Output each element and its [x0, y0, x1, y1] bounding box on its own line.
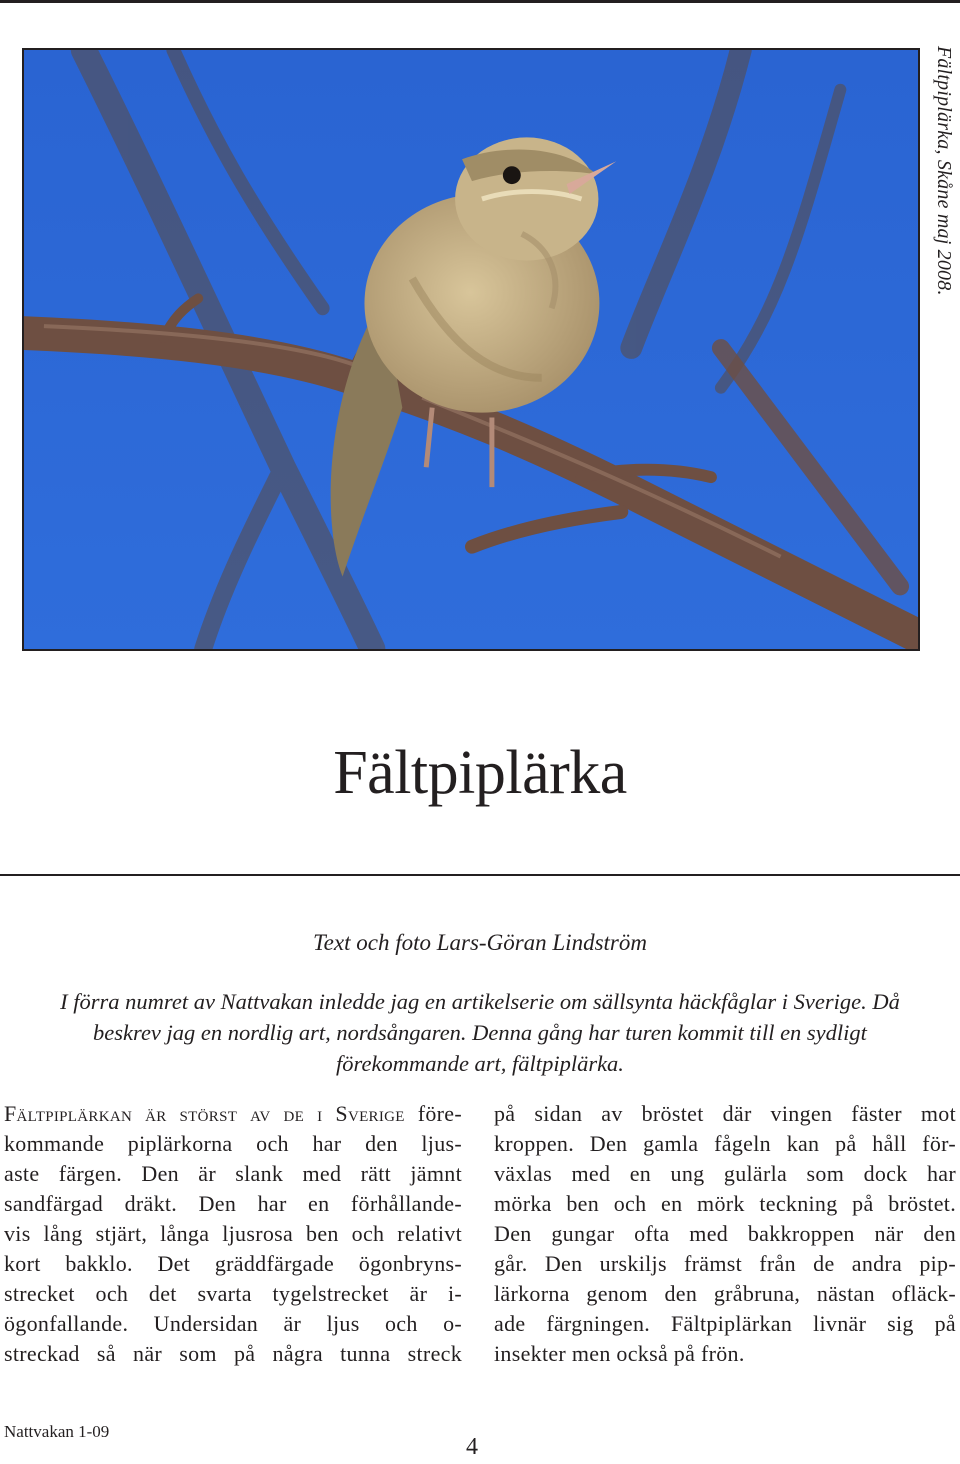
body-line: insekter men också på frön. [494, 1341, 745, 1366]
lead-in: Fältpiplärkan är störst av de i Sverige [4, 1101, 405, 1126]
body-line: på sidan av bröstet där vingen fäster mot [494, 1101, 956, 1126]
photo-caption [928, 46, 960, 346]
body-line: kroppen. Den gamla fågeln kan på håll för- [494, 1131, 956, 1156]
body-column-left [4, 1099, 462, 1369]
byline: Text och foto Lars-Göran Lindström [313, 930, 647, 955]
body-line: strecket och det svarta tygelstrecket är i- [4, 1281, 462, 1306]
body-line: går. Den urskiljs främst från de andra pip- [494, 1251, 956, 1276]
body-line: Den gungar ofta med bakkroppen när den [494, 1221, 956, 1246]
intro-line: beskrev jag en nordlig art, nordsångaren. Denna gång har turen kommit till en sydligt [93, 1020, 867, 1045]
bird-photo [22, 48, 920, 651]
body-line: kort bakklo. Det gräddfärgade ögonbryns- [4, 1251, 462, 1276]
intro-line: förekommande art, fältpiplärka. [336, 1051, 624, 1076]
photo-caption-text: Fältpiplärka, Skåne maj 2008. [933, 46, 955, 296]
body-line: sandfärgad dräkt. Den har en förhållande- [4, 1191, 462, 1216]
intro-paragraph [8, 986, 952, 1079]
body-column-right [494, 1099, 956, 1369]
body-line: streckad så när som på några tunna streck [4, 1341, 462, 1366]
body-line: ögonfallande. Undersidan är ljus och o- [4, 1311, 462, 1336]
article-title: Fältpiplärka [333, 739, 627, 807]
body-line: kommande piplärkorna och har den ljus- [4, 1131, 462, 1156]
page-number: 4 [466, 1434, 478, 1460]
body-line: ade färgningen. Fältpiplärkan livnär sig på [494, 1311, 956, 1336]
body-line: aste färgen. Den är slank med rätt jämnt [4, 1161, 462, 1186]
body-line: vis lång stjärt, långa ljusrosa ben och relativt [4, 1221, 462, 1246]
top-rule [0, 0, 960, 3]
body-line: mörka ben och en mörk teckning på bröstet. [494, 1191, 956, 1216]
body-line: Fältpiplärkan är störst av de i Sverige före- [4, 1101, 462, 1126]
body-line: växlas med en ung gulärla som dock har [494, 1161, 956, 1186]
body-line: lärkorna genom den gråbruna, nästan ofläck- [494, 1281, 956, 1306]
intro-line: I förra numret av Nattvakan inledde jag en artikelserie om sällsynta häckfåglar i Sverige. Då [60, 989, 900, 1014]
bird-photo-illustration [24, 50, 918, 649]
journal-issue: Nattvakan 1-09 [4, 1422, 110, 1441]
title-rule [0, 874, 960, 876]
